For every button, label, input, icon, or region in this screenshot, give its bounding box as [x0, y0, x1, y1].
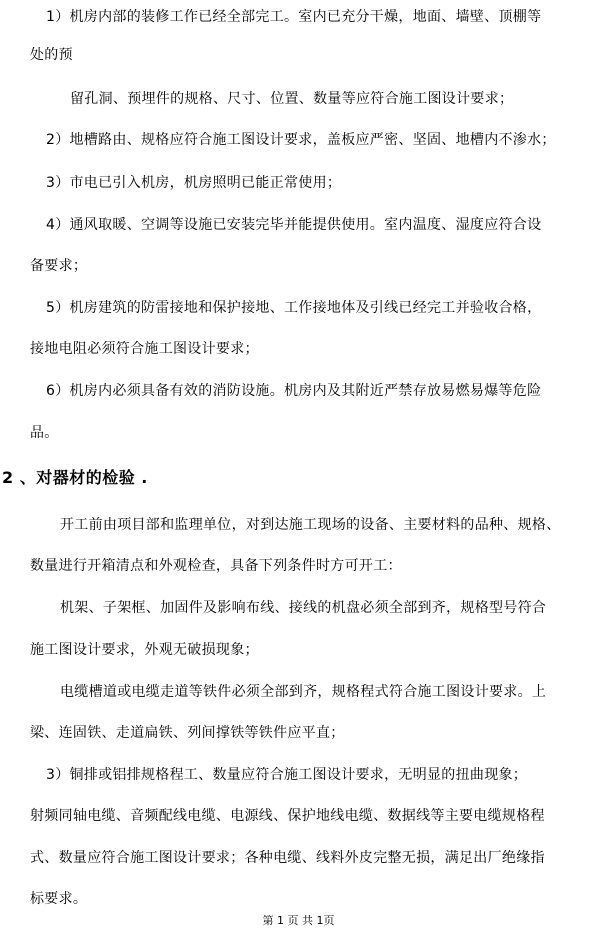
item-4-line-2: 备要求； [30, 258, 88, 274]
item-1-line-3: 留孔洞、预埋件的规格、尺寸、位置、数量等应符合施工图设计要求； [70, 91, 514, 107]
intro-line-1: 开工前由项目部和监理单位，对到达施工现场的设备、主要材料的品种、规格、 [60, 517, 561, 533]
item-4-line-1: 4）通风取暖、空调等设施已安装完毕并能提供使用。室内温度、湿度应符合设 [46, 217, 542, 233]
equipment-item-3-line-4: 标要求。 [30, 891, 88, 907]
equipment-item-3-line-3: 式、数量应符合施工图设计要求；各种电缆、线料外皮完整无损，满足出厂绝缘指 [30, 850, 545, 866]
equipment-item-1-line-1: 机架、子架框、加固件及影响布线、接线的机盘必须全部到齐，规格型号符合 [60, 600, 547, 616]
equipment-item-2-line-1: 电缆槽道或电缆走道等铁件必须全部到齐，规格程式符合施工图设计要求。上 [60, 684, 547, 700]
item-1-line-1: 1）机房内部的装修工作已经全部完工。室内已充分干燥，地面、墙壁、顶棚等 [46, 9, 542, 25]
item-3-line-1: 3）市电已引入机房，机房照明已能正常使用； [46, 175, 342, 191]
item-1-line-2: 处的预 [30, 47, 73, 63]
item-5-line-1: 5）机房建筑的防雷接地和保护接地、工作接地体及引线已经完工并验收合格， [46, 300, 542, 316]
equipment-item-3-line-1: 3）铜排或铝排规格程工、数量应符合施工图设计要求，无明显的扭曲现象； [46, 767, 528, 783]
equipment-item-1-line-2: 施工图设计要求，外观无破损现象； [30, 642, 259, 658]
equipment-item-3-line-2: 射频同轴电缆、音频配线电缆、电源线、保护地线电缆、数据线等主要电缆规格程 [30, 808, 545, 824]
item-6-line-2: 品。 [30, 425, 59, 441]
item-2-line-1: 2）地槽路由、规格应符合施工图设计要求，盖板应严密、坚固、地槽内不渗水； [46, 132, 556, 148]
item-5-line-2: 接地电阻必须符合施工图设计要求； [30, 341, 259, 357]
section-2-heading: 2 、对器材的检验 . [2, 468, 148, 487]
page-footer: 第 1 页 共 1页 [262, 914, 335, 927]
item-6-line-1: 6）机房内必须具备有效的消防设施。机房内及其附近严禁存放易燃易爆等危险 [46, 383, 542, 399]
intro-line-2: 数量进行开箱清点和外观检查，具备下列条件时方可开工： [30, 558, 402, 574]
equipment-item-2-line-2: 梁、连固铁、走道扁铁、列间撑铁等铁件应平直； [30, 725, 345, 741]
